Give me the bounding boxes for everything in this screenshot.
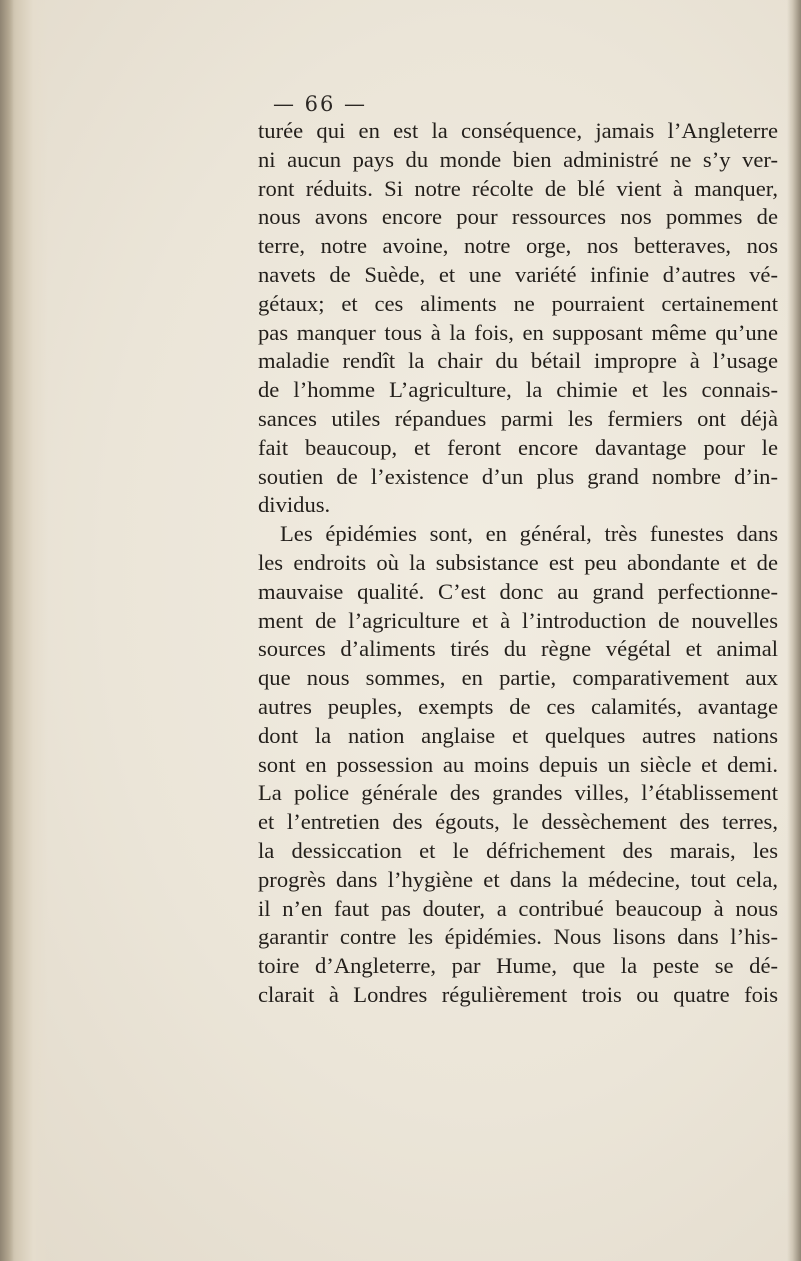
text-line: sources d’aliments tirés du règne végétal et animal xyxy=(258,636,778,662)
text-line: progrès dans l’hygiène et dans la médecine, tout cela, xyxy=(258,866,778,892)
text-line: ront réduits. Si notre récolte de blé vient à manquer, xyxy=(258,175,778,201)
text-line: terre, notre avoine, notre orge, nos betteraves, nos xyxy=(258,233,778,259)
text-line: La police générale des grandes villes, l’établissement xyxy=(258,780,778,806)
text-line: la dessiccation et le défrichement des marais, les xyxy=(258,837,778,863)
text-line: ment de l’agriculture et à l’introduction de nouvelles xyxy=(258,607,778,633)
text-line: autres peuples, exempts de ces calamités, avantage xyxy=(258,693,778,719)
text-line: pas manquer tous à la fois, en supposant même qu’une xyxy=(258,319,778,345)
text-line: gétaux; et ces aliments ne pourraient certainement xyxy=(258,290,778,316)
text-line: nous avons encore pour ressources nos pommes de xyxy=(258,204,778,230)
text-line: que nous sommes, en partie, comparativement aux xyxy=(258,665,778,691)
text-line: sont en possession au moins depuis un siècle et demi. xyxy=(258,751,778,777)
page-right-edge xyxy=(787,0,801,1261)
text-line: garantir contre les épidémies. Nous lisons dans l’his- xyxy=(258,924,778,950)
text-line: navets de Suède, et une variété infinie d’autres vé- xyxy=(258,261,778,287)
page-number: — 66 — xyxy=(272,92,368,116)
text-line: il n’en faut pas douter, a contribué beaucoup à nous xyxy=(258,895,778,921)
torn-left-edge xyxy=(0,0,14,1261)
text-line: turée qui en est la conséquence, jamais l’Angleterre xyxy=(258,118,778,143)
text-line: de l’homme L’agriculture, la chimie et les connais- xyxy=(258,377,778,403)
text-line: ni aucun pays du monde bien administré ne s’y ver- xyxy=(258,146,778,172)
paragraph-start-line: Les épidémies sont, en général, très funestes dans xyxy=(280,521,778,547)
text-line: les endroits où la subsistance est peu abondante et de xyxy=(258,549,778,575)
text-line: et l’entretien des égouts, le dessèchement des terres, xyxy=(258,809,778,835)
text-line: fait beaucoup, et feront encore davantage pour le xyxy=(258,434,778,460)
text-line: soutien de l’existence d’un plus grand nombre d’in- xyxy=(258,463,778,489)
text-line: dividus. xyxy=(258,492,331,518)
text-line: dont la nation anglaise et quelques autres nations xyxy=(258,722,778,748)
text-line: clarait à Londres régulièrement trois ou quatre fois xyxy=(258,981,778,1007)
body-text xyxy=(258,117,778,1010)
text-line: maladie rendît la chair du bétail impropre à l’usage xyxy=(258,348,778,374)
text-line: mauvaise qualité. C’est donc au grand perfectionne- xyxy=(258,578,778,604)
text-line: toire d’Angleterre, par Hume, que la peste se dé- xyxy=(258,953,778,979)
text-line: sances utiles répandues parmi les fermiers ont déjà xyxy=(258,405,778,431)
